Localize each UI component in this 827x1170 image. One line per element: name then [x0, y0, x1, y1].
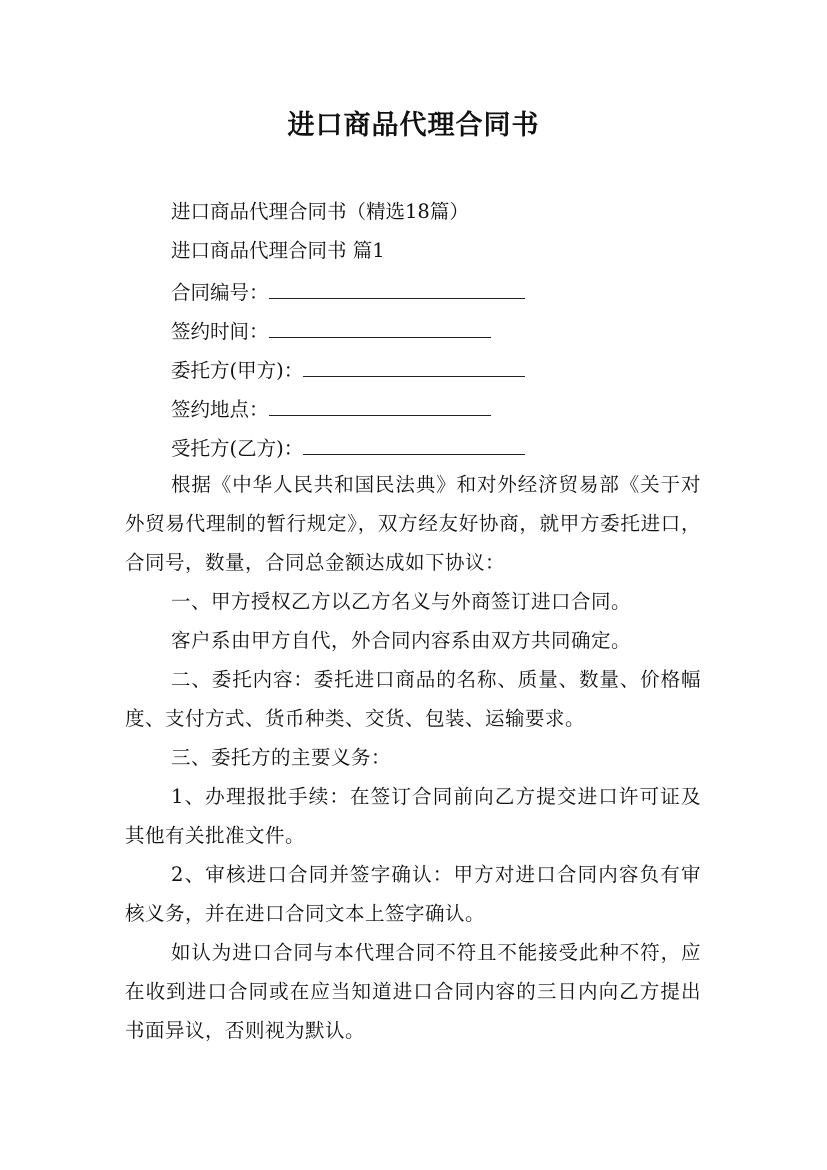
paragraph: 客户系由甲方自代，外合同内容系由双方共同确定。	[171, 629, 632, 652]
section-heading: 进口商品代理合同书 篇1	[171, 239, 385, 262]
paragraph: 三、委托方的主要义务：	[171, 746, 392, 769]
paragraph: 一、甲方授权乙方以乙方名义与外商签订进口合同。	[171, 590, 632, 613]
field-label: 签约时间：	[171, 320, 269, 343]
signing-time-field	[125, 309, 701, 348]
field-label: 签约地点：	[171, 398, 269, 421]
field-label: 合同编号：	[171, 281, 269, 304]
blank-line	[303, 348, 525, 377]
paragraph: 二、委托内容：委托进口商品的名称、质量、数量、价格幅度、支付方式、货币种类、交货、包装、运输要求。	[125, 668, 701, 730]
paragraph: 2、审核进口合同并签字确认：甲方对进口合同内容负有审核义务，并在进口合同文本上签字确认。	[125, 863, 701, 925]
blank-line	[269, 270, 525, 299]
blank-line	[303, 426, 525, 455]
party-a-field	[125, 348, 701, 387]
party-b-field	[125, 426, 701, 465]
blank-line	[269, 387, 491, 416]
contract-number-field	[125, 270, 701, 309]
document-title: 进口商品代理合同书	[287, 110, 540, 141]
paragraph: 根据《中华人民共和国民法典》和对外经济贸易部《关于对外贸易代理制的暂行规定》，双方经友好协商，就甲方委托进口，合同号，数量，合同总金额达成如下协议：	[125, 473, 701, 574]
paragraph: 1、办理报批手续：在签订合同前向乙方提交进口许可证及其他有关批准文件。	[125, 785, 701, 847]
signing-location-field	[125, 387, 701, 426]
field-label: 委托方(甲方)：	[171, 359, 304, 382]
document-subtitle: 进口商品代理合同书（精选18篇）	[171, 200, 469, 223]
blank-line	[269, 309, 491, 338]
document-body	[125, 192, 701, 1050]
field-label: 受托方(乙方)：	[171, 437, 304, 460]
paragraph: 如认为进口合同与本代理合同不符且不能接受此种不符，应在收到进口合同或在应当知道进口合同内容的三日内向乙方提出书面异议，否则视为默认。	[125, 941, 701, 1042]
